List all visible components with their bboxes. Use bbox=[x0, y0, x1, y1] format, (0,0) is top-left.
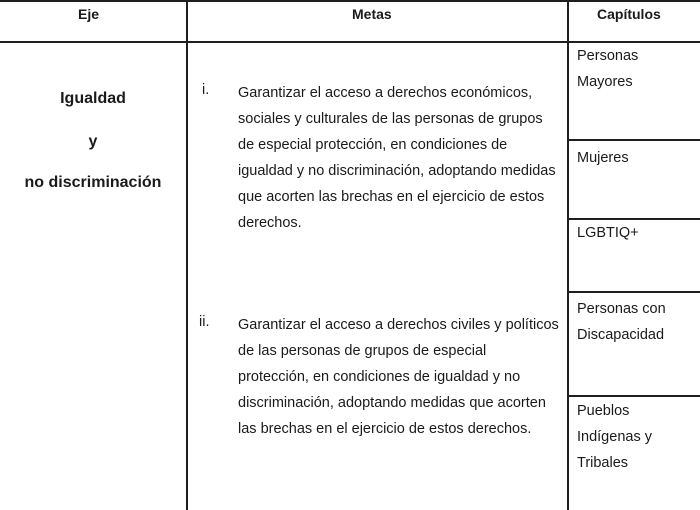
cap-divider-1 bbox=[567, 139, 700, 141]
header-metas: Metas bbox=[352, 6, 392, 22]
column-divider-1 bbox=[186, 0, 188, 510]
capitulo-personas-con-discapacidad: Personas con Discapacidad bbox=[577, 301, 666, 343]
cap-divider-4 bbox=[567, 395, 700, 397]
meta-number-ii: ii. bbox=[199, 314, 210, 330]
table-border-top bbox=[0, 0, 700, 2]
capitulo-lgbtiq: LGBTIQ+ bbox=[577, 225, 639, 241]
capitulo-personas-mayores: Personas Mayores bbox=[577, 48, 639, 90]
capitulo-mujeres: Mujeres bbox=[577, 150, 629, 166]
meta-number-i: i. bbox=[202, 82, 210, 98]
meta-text-ii: Garantizar el acceso a derechos civiles y políticos de las personas de grupos de especial protección, en condiciones de igualdad y no discriminación, adoptando medidas que acorten las brechas en el ejercicio de estos derechos. bbox=[238, 317, 559, 437]
eje-line-3: no discriminación bbox=[24, 174, 162, 191]
eje-line-1: Igualdad bbox=[60, 90, 126, 107]
column-divider-2 bbox=[567, 0, 569, 510]
header-eje: Eje bbox=[78, 6, 100, 22]
header-capitulos: Capítulos bbox=[597, 6, 661, 22]
capitulo-pueblos-indigenas: Pueblos Indígenas y Tribales bbox=[577, 403, 652, 471]
cap-divider-3 bbox=[567, 291, 700, 293]
eje-line-2: y bbox=[88, 133, 98, 150]
meta-text-i: Garantizar el acceso a derechos económicos, sociales y culturales de las personas de grupos de especial protección, en condiciones de igualdad y no discriminación, adoptando medidas que acorten las brechas en el ejercicio de estos derechos. bbox=[238, 85, 556, 231]
